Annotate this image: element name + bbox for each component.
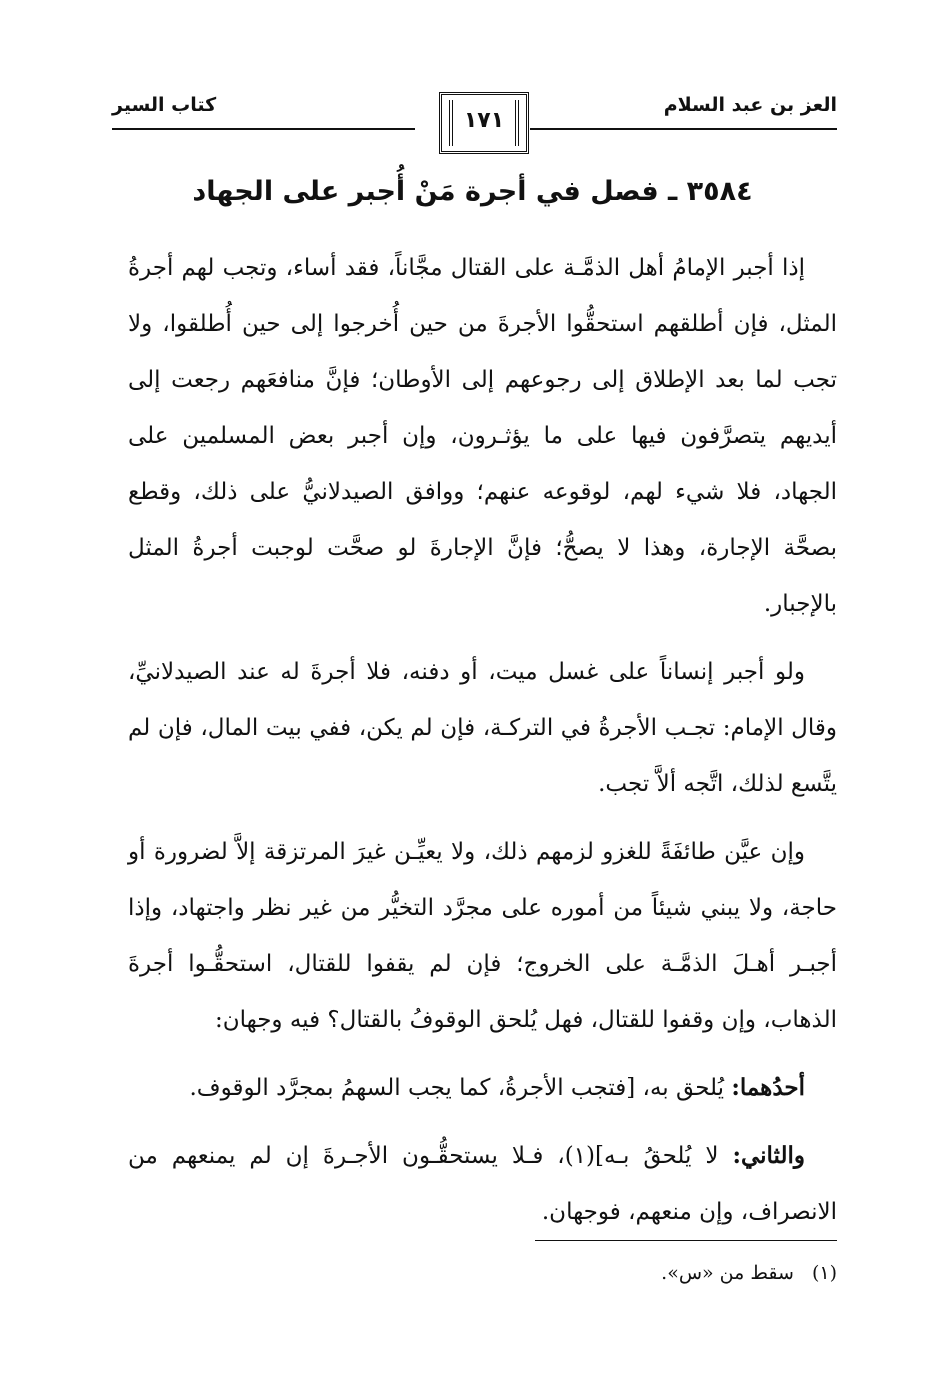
paragraph: ولو أجبر إنساناً على غسل ميت، أو دفنه، فلا أجرةَ له عند الصيدلانيِّ، وقال الإمام: تجـب الأجرةُ في التركـة، فإن لم يكن، ففي بيت المال، فإن لم يتَّسع لذلك، اتَّجه ألاَّ تجب. xyxy=(128,659,837,797)
header-rule-left xyxy=(112,128,415,130)
option-paragraph xyxy=(128,1128,837,1240)
page-number-frame xyxy=(439,92,529,154)
option-text: لا يُلحقُ بـه](١)، فـلا يستحقُّـون الأجـرةَ إن لم يمنعهم من الانصراف، وإن منعهم، فوجهان. xyxy=(128,1143,837,1225)
section-title: ٣٥٨٤ ـ فصل في أجرة مَنْ أُجبر على الجهاد xyxy=(192,176,753,207)
footnote xyxy=(661,1262,837,1284)
footnote-rule xyxy=(535,1240,837,1241)
header-rule-right xyxy=(530,128,837,130)
running-head-book: كتاب السير xyxy=(112,94,217,116)
page-number: ١٧١ xyxy=(463,108,505,133)
footnote-text: سقط من «س». xyxy=(661,1262,794,1284)
paragraph: وإن عيَّن طائفَةً للغزو لزمهم ذلك، ولا يعيِّـن غيرَ المرتزقة إلاَّ لضرورة أو حاجة، ولا يبني شيئاً من أموره على مجرَّد التخيُّر من غير نظر واجتهاد، وإذا أجبـر أهـلَ الذمَّـة على الخروج؛ فإن لم يقفوا للقتال، استحقُّـوا أجرةَ الذهاب، وإن وقفوا للقتال، فهل يُلحق الوقوفُ بالقتال؟ فيه وجهان: xyxy=(128,839,837,1033)
paragraph: إذا أجبر الإمامُ أهل الذمَّـة على القتال مجَّاناً، فقد أساء، وتجب لهم أجرةُ المثل، فإن أطلقهم استحقُّوا الأجرةَ من حين أُخرجوا إلى حين أُطلقوا، ولا تجب لما بعد الإطلاق إلى رجوعهم إلى الأوطان؛ فإنَّ منافعَهم رجعت إلى أيديهم يتصرَّفون فيها على ما يؤثـرون، وإن أجبر بعض المسلمين على الجهاد، فلا شيء لهم، لوقوعه عنهم؛ ووافق الصيدلانيُّ على ذلك، وقطع بصحَّة الإجارة، وهذا لا يصحُّ؛ فإنَّ الإجارةَ لو صحَّت لوجبت أجرةُ المثل بالإجبار. xyxy=(128,255,837,617)
running-head-author: العز بن عبد السلام xyxy=(663,94,837,116)
body-text xyxy=(128,240,837,1252)
option-paragraph xyxy=(128,1060,837,1116)
option-lead: والثاني: xyxy=(732,1142,805,1169)
footnote-number: (١) xyxy=(811,1262,837,1284)
option-text: يُلحق به، [فتجب الأجرةُ، كما يجب السهمُ بمجرَّد الوقوف. xyxy=(189,1075,732,1101)
option-lead: أحدُهما: xyxy=(731,1074,805,1101)
